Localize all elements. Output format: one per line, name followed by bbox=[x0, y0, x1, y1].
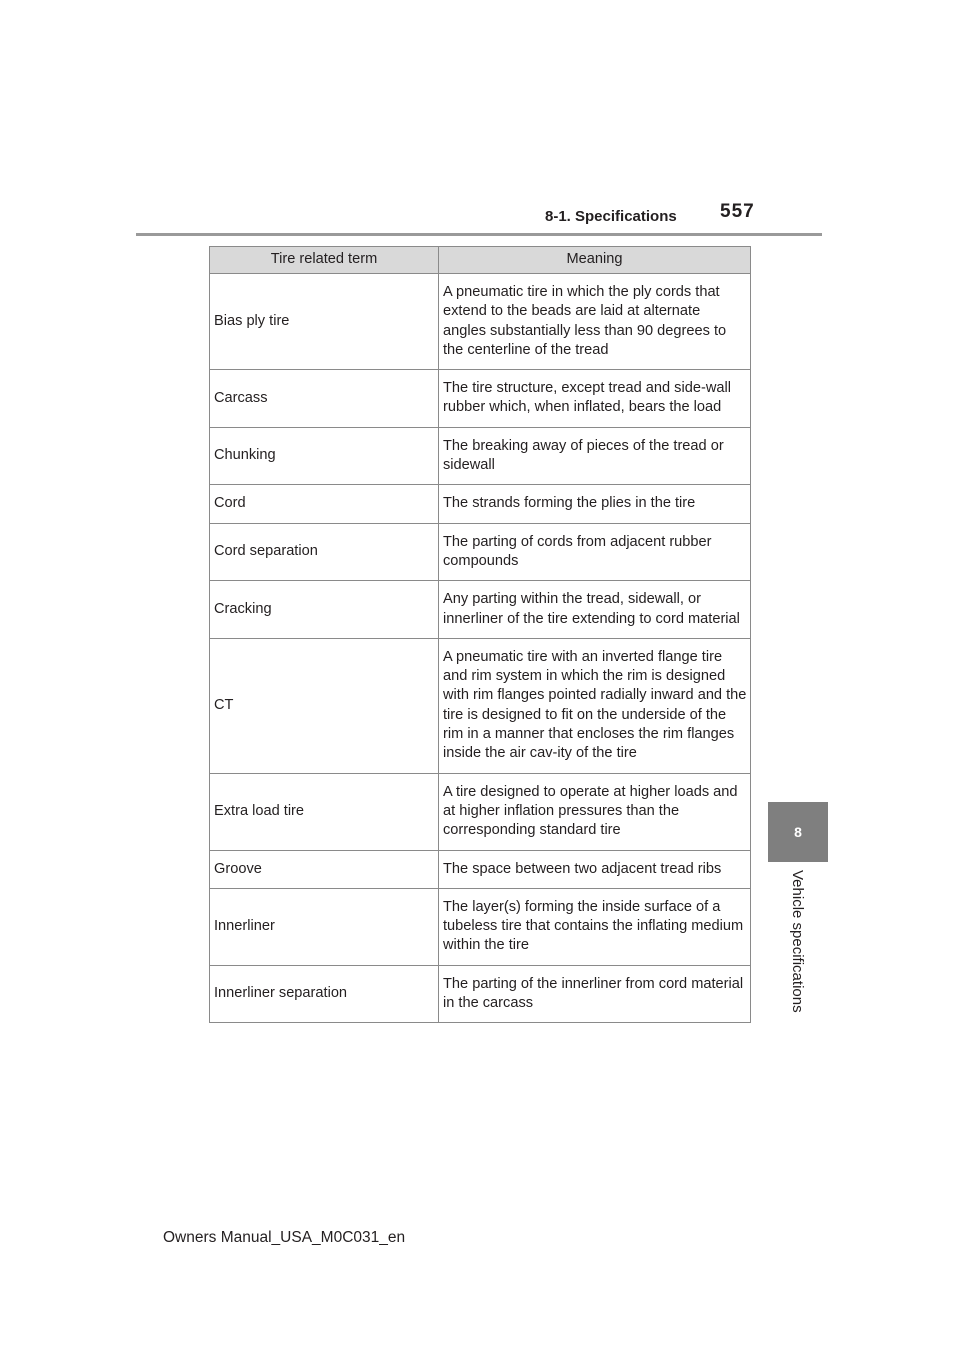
table-row bbox=[210, 773, 751, 850]
table-row bbox=[210, 485, 751, 523]
table-row bbox=[210, 965, 751, 1023]
meaning-cell: The tire structure, except tread and side-wall rubber which, when inflated, bears the load bbox=[439, 370, 751, 428]
term-cell: Innerliner separation bbox=[210, 965, 439, 1023]
table-header-row bbox=[210, 247, 751, 274]
meaning-cell: The parting of the innerliner from cord material in the carcass bbox=[439, 965, 751, 1023]
footer-manual-id: Owners Manual_USA_M0C031_en bbox=[163, 1229, 406, 1246]
term-cell: Groove bbox=[210, 850, 439, 888]
chapter-number: 8 bbox=[794, 824, 802, 840]
table-row bbox=[210, 370, 751, 428]
meaning-cell: The strands forming the plies in the tire bbox=[439, 485, 751, 523]
table-row bbox=[210, 888, 751, 965]
meaning-cell: The breaking away of pieces of the tread or sidewall bbox=[439, 427, 751, 485]
table-row bbox=[210, 850, 751, 888]
section-header: 8-1. Specifications bbox=[545, 208, 677, 225]
meaning-cell: A pneumatic tire in which the ply cords that extend to the beads are laid at alternate angles substantially less than 90 degrees to the centerline of the tread bbox=[439, 274, 751, 370]
meaning-cell: The parting of cords from adjacent rubber compounds bbox=[439, 523, 751, 581]
tire-terms-table bbox=[209, 246, 751, 1023]
term-cell: Cord separation bbox=[210, 523, 439, 581]
table-row bbox=[210, 274, 751, 370]
table-row bbox=[210, 523, 751, 581]
table-row bbox=[210, 638, 751, 773]
page-number: 557 bbox=[720, 201, 755, 222]
meaning-cell: Any parting within the tread, sidewall, or innerliner of the tire extending to cord material bbox=[439, 581, 751, 639]
term-cell: Extra load tire bbox=[210, 773, 439, 850]
term-cell: Cord bbox=[210, 485, 439, 523]
header-divider bbox=[136, 233, 822, 236]
table-row bbox=[210, 427, 751, 485]
term-cell: CT bbox=[210, 638, 439, 773]
meaning-cell: The layer(s) forming the inside surface of a tubeless tire that contains the inflating medium within the tire bbox=[439, 888, 751, 965]
chapter-tab[interactable] bbox=[768, 802, 828, 862]
term-cell: Innerliner bbox=[210, 888, 439, 965]
column-header-term: Tire related term bbox=[210, 247, 439, 274]
term-cell: Bias ply tire bbox=[210, 274, 439, 370]
column-header-meaning: Meaning bbox=[439, 247, 751, 274]
meaning-cell: A pneumatic tire with an inverted flange tire and rim system in which the rim is designed with rim flanges pointed radially inward and the tire is designed to fit on the underside of the rim in a manner that encloses the rim flanges inside the air cav-ity of the tire bbox=[439, 638, 751, 773]
chapter-title: Vehicle specifications bbox=[789, 870, 806, 1013]
term-cell: Cracking bbox=[210, 581, 439, 639]
term-cell: Chunking bbox=[210, 427, 439, 485]
meaning-cell: A tire designed to operate at higher loads and at higher inflation pressures than the corresponding standard tire bbox=[439, 773, 751, 850]
table-row bbox=[210, 581, 751, 639]
meaning-cell: The space between two adjacent tread ribs bbox=[439, 850, 751, 888]
term-cell: Carcass bbox=[210, 370, 439, 428]
